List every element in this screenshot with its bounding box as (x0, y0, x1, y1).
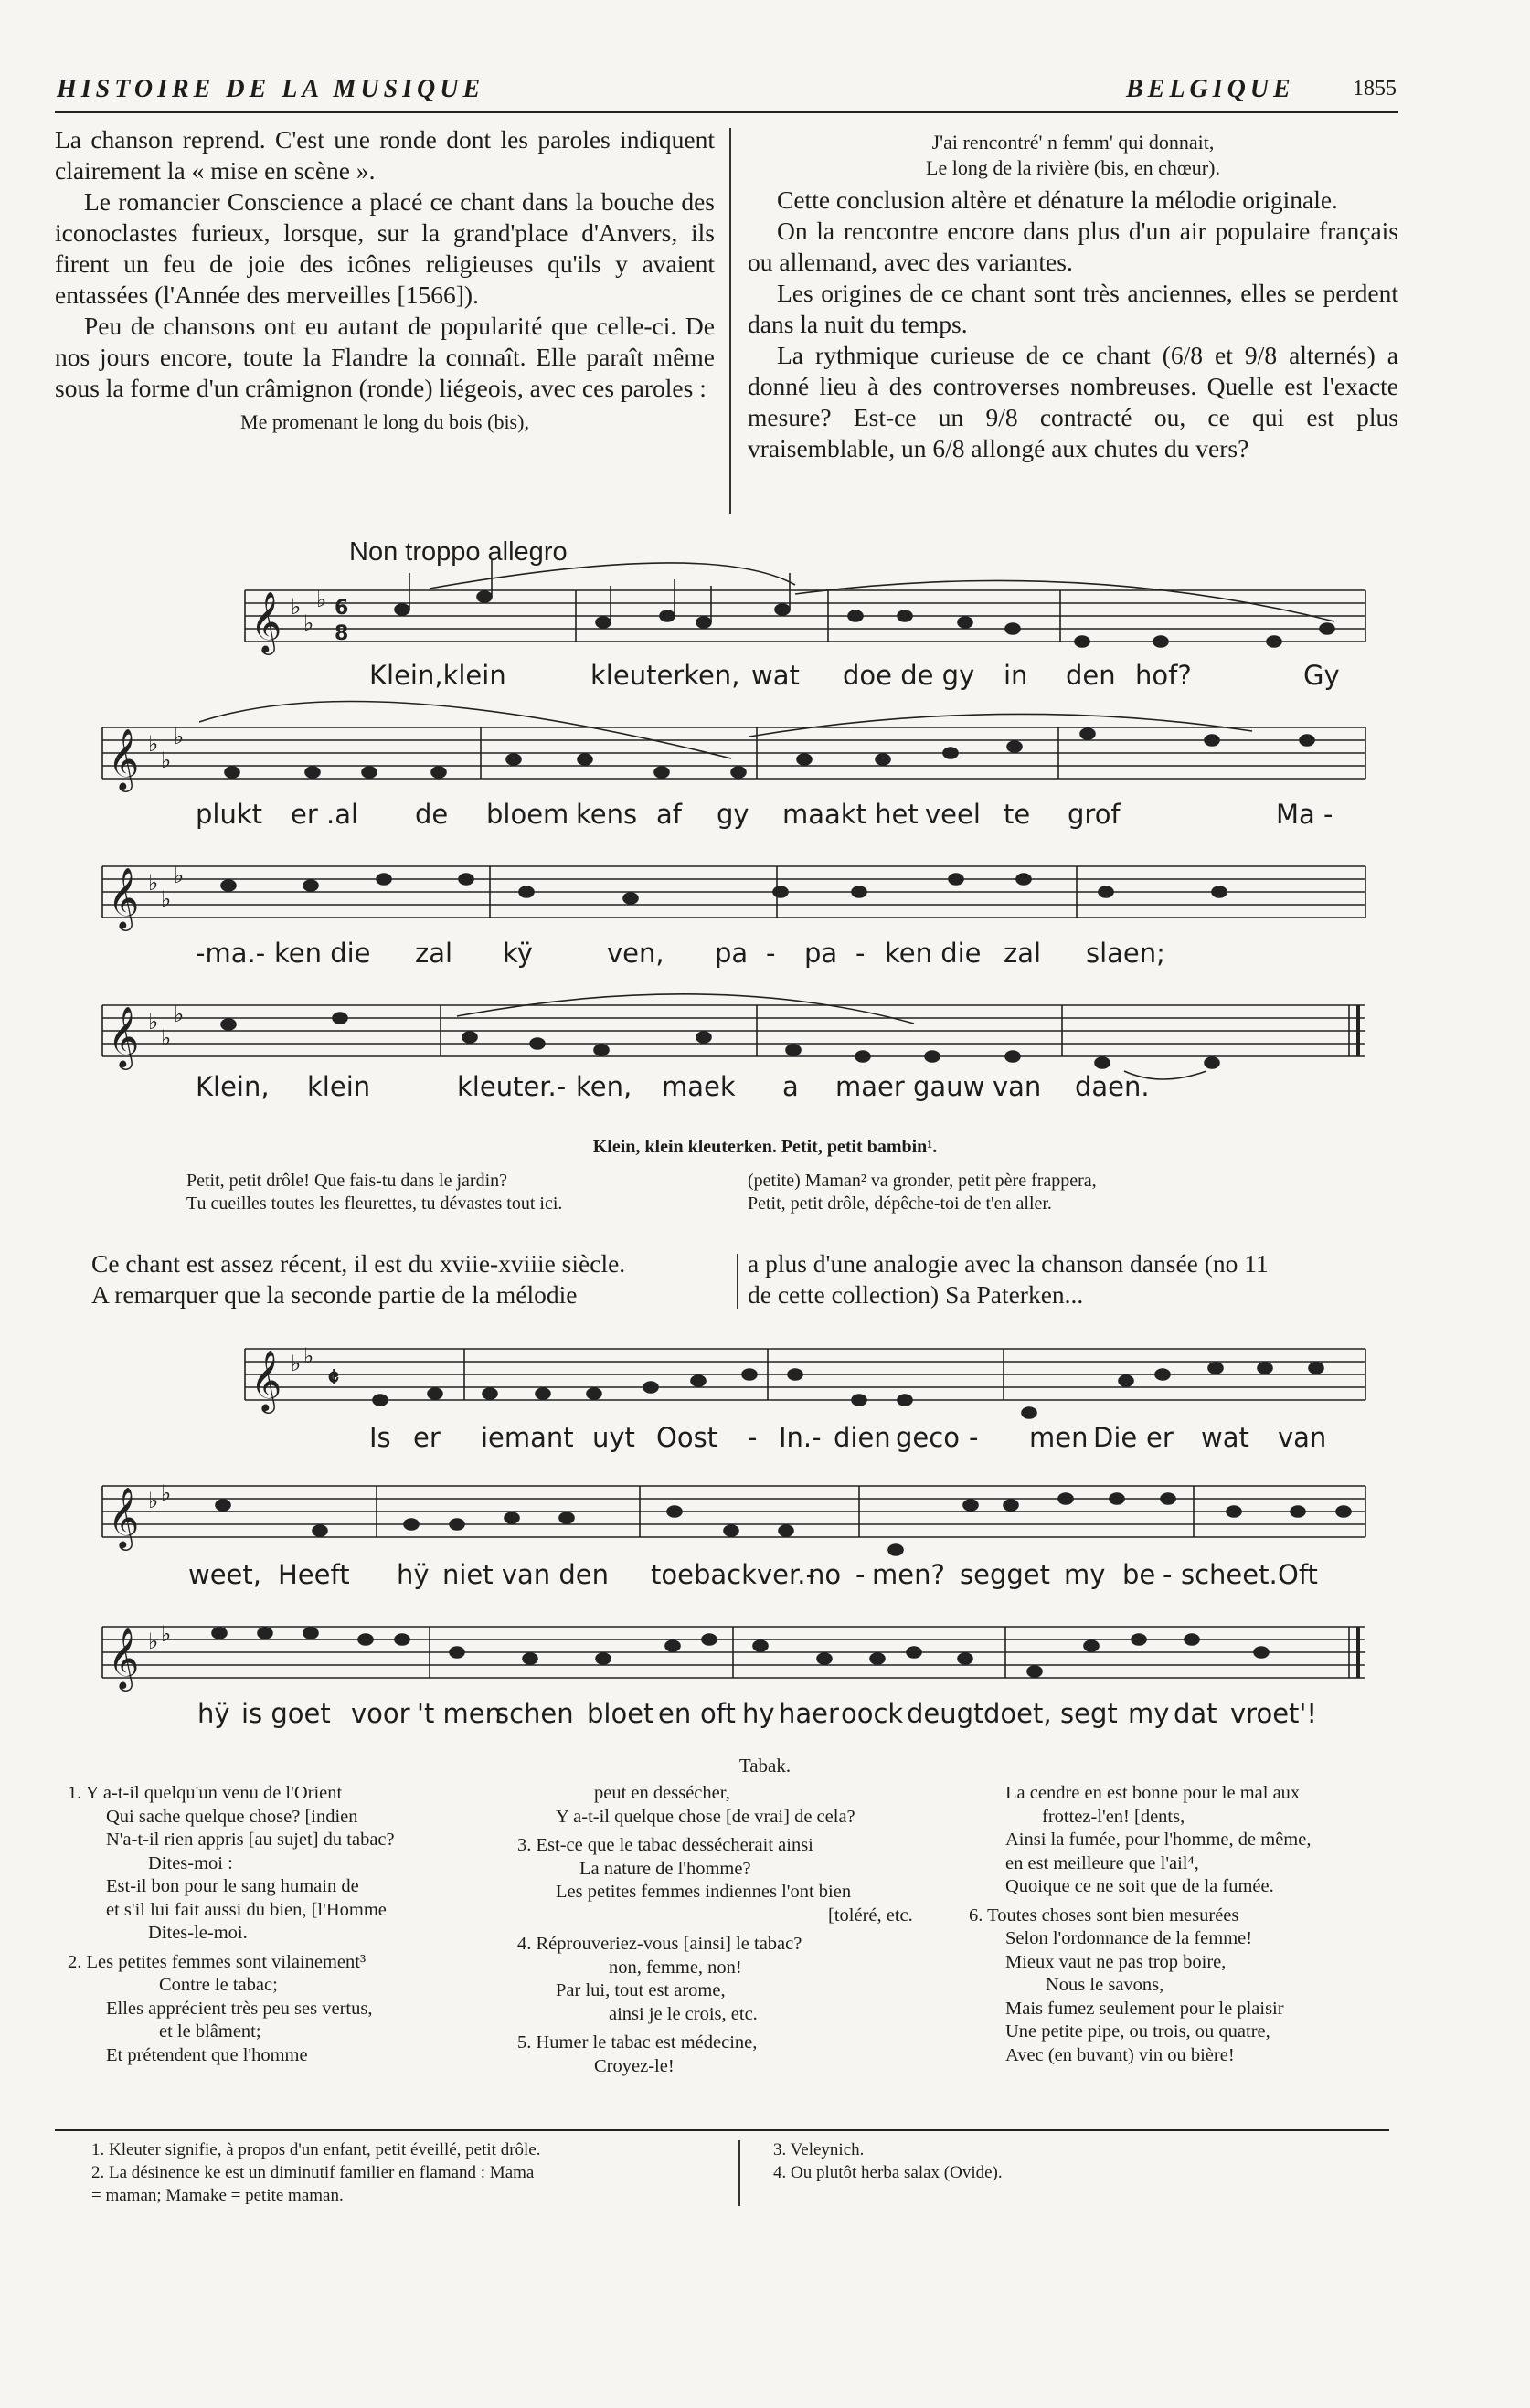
lyric: 't men (417, 1698, 503, 1729)
lyric: - (766, 938, 776, 969)
svg-text:♭: ♭ (148, 1009, 159, 1034)
lyric: toeback (651, 1559, 757, 1590)
treble-clef-icon: 𝄞 (108, 1627, 140, 1689)
text-line: de cette collection) Sa Paterken... (748, 1280, 1084, 1309)
paragraph: Peu de chansons ont eu autant de popularité que celle-ci. De nos jours encore, toute la Flandre la connaît. Elle paraît même sous la forme d'un crâmignon (ronde) liégeois, avec ces paroles : (55, 312, 715, 402)
lyric: segt (1060, 1698, 1118, 1729)
lyric: en (658, 1698, 692, 1729)
translation-line: Tu cueilles toutes les fleurettes, tu dévastes tout ici. (186, 1193, 563, 1214)
svg-text:8: 8 (335, 622, 349, 645)
poem-column-1 (68, 1782, 506, 2067)
lyric: Heeft (278, 1559, 350, 1590)
poem-column-2 (517, 1782, 974, 2078)
lyric: wat (751, 660, 800, 691)
lyric: er (413, 1422, 441, 1453)
lyric: geco (896, 1422, 960, 1453)
svg-text:♭: ♭ (161, 886, 172, 912)
svg-text:♭: ♭ (291, 1351, 302, 1376)
poem-line: et le blâment; (159, 2021, 261, 2042)
translation-line: (petite) Maman² va gronder, petit père frappera, (748, 1171, 1097, 1191)
lyric: haer (779, 1698, 839, 1729)
footnote: = maman; Mamake = petite maman. (91, 2186, 344, 2205)
lyric: veel (925, 799, 981, 830)
notes-staff-5 (373, 1363, 1323, 1418)
lyric: oft (700, 1698, 736, 1729)
lyric: gy (717, 799, 749, 830)
svg-text:♭: ♭ (174, 1002, 185, 1027)
lyric: weet, (188, 1559, 261, 1590)
lyric: my (1064, 1559, 1106, 1590)
lyric: oock (841, 1698, 904, 1729)
poem-title: Tabak. (738, 1755, 792, 1777)
tempo-marking: Non troppo allegro (349, 537, 568, 567)
poem-line: Par lui, tout est arome, (556, 1980, 726, 2000)
lyric: bloet (587, 1698, 654, 1729)
svg-text:♭: ♭ (316, 587, 327, 612)
poem-line: [toléré, etc. (828, 1904, 913, 1925)
svg-text:♭: ♭ (303, 610, 314, 636)
poem-line: Mais fumez seulement pour le plaisir (1005, 1998, 1284, 2019)
paragraph: On la rencontre encore dans plus d'un air populaire français ou allemand, avec des variantes. (748, 217, 1398, 276)
lyric: - (748, 1422, 758, 1453)
svg-text:♭: ♭ (161, 1025, 172, 1051)
treble-clef-icon: 𝄞 (108, 1005, 140, 1067)
lyric: kÿ (503, 938, 533, 969)
footnote: 1. Kleuter signifie, à propos d'un enfant, petit éveillé, petit drôle. (91, 2140, 541, 2159)
poem-line: La nature de l'homme? (579, 1858, 751, 1879)
poem-line: Quoique ce ne soit que de la fumée. (1005, 1876, 1274, 1896)
lyric: - (855, 938, 866, 969)
svg-text:♭: ♭ (148, 1628, 159, 1654)
lyric: a (782, 1071, 799, 1102)
footnote: 3. Veleynich. (773, 2140, 865, 2159)
treble-clef-icon: 𝄞 (250, 590, 282, 652)
lyric: dat (1174, 1698, 1217, 1729)
poem-line: Dites-moi : (148, 1852, 233, 1873)
poem-line: 4. Réprouveriez-vous [ainsi] le tabac? (517, 1934, 802, 1954)
poem-line: peut en dessécher, (594, 1783, 730, 1803)
lyric: bloem (486, 799, 569, 830)
lyric: vroet'! (1230, 1698, 1318, 1729)
poem-line: en est meilleure que l'ail⁴, (1005, 1852, 1199, 1873)
text-line: Ce chant est assez récent, il est du xviie-xviiie siècle. (91, 1249, 626, 1278)
lyric: hÿ (197, 1698, 230, 1729)
lyric: ken die (274, 938, 371, 969)
lyric: doe de gy (843, 660, 975, 691)
lyric: dien (834, 1422, 891, 1453)
lyric: maer gauw (835, 1071, 985, 1102)
lyric: In.- (779, 1422, 822, 1453)
poem-line: Dites-le-moi. (148, 1923, 248, 1943)
running-title: HISTOIRE DE LA MUSIQUE (57, 75, 485, 103)
footnotes-left (91, 2138, 731, 2207)
poem-line: Contre le tabac; (159, 1975, 278, 1995)
lyric: plukt (196, 799, 263, 830)
poem-line: Selon l'ordonnance de la femme! (1005, 1928, 1253, 1948)
paragraph: Cette conclusion altère et dénature la mélodie originale. (777, 186, 1338, 214)
paragraph: Les origines de ce chant sont très anciennes, elles se perdent dans la nuit du temps. (748, 279, 1398, 338)
lyric: deugt (907, 1698, 984, 1729)
svg-text:♭: ♭ (148, 1488, 159, 1513)
verse-line: J'ai rencontré' n femm' qui donnait, (931, 131, 1215, 154)
paragraph: La rythmique curieuse de ce chant (6/8 et 9/8 alternés) a donné lieu à des controverses nombreuses. Quelle est l'exacte mesure? Est-ce un 9/8 contracté ou, ce qui est plus vraisemblable, un 6/8 allongé aux chutes du vers? (748, 341, 1398, 462)
lyric: uyt (592, 1422, 635, 1453)
poem-line: Avec (en buvant) vin ou bière! (1005, 2044, 1235, 2065)
poem-column-3 (969, 1782, 1408, 2067)
lyric: ken die (885, 938, 982, 969)
footnote-rule (55, 2129, 1389, 2131)
lyric: klein (307, 1071, 371, 1102)
poem-line: 5. Humer le tabac est médecine, (517, 2032, 758, 2053)
poem-line: Mieux vaut ne pas trop boire, (1005, 1951, 1227, 1972)
svg-text:6: 6 (335, 597, 349, 620)
poem-line: Les petites femmes indiennes l'ont bien (556, 1882, 852, 1902)
lyric: ver.- (757, 1559, 815, 1590)
lyric: grof (1068, 799, 1121, 830)
lyric: kleuter.- (457, 1071, 567, 1102)
lyric: doet, (983, 1698, 1052, 1729)
column-divider (738, 2140, 740, 2206)
lyric: no (808, 1559, 842, 1590)
lyric: scheet. (1181, 1559, 1278, 1590)
lyric: van (993, 1071, 1042, 1102)
lyric: men (1029, 1422, 1089, 1453)
lyric: voor (351, 1698, 410, 1729)
lyric: zal (415, 938, 453, 969)
svg-text:♭: ♭ (161, 1480, 172, 1506)
poem-line: Ainsi la fumée, pour l'homme, de même, (1005, 1830, 1312, 1850)
poem-line: 1. Y a-t-il quelqu'un venu de l'Orient (68, 1783, 343, 1803)
lyric: slaen; (1086, 938, 1165, 969)
lyric: den (1066, 660, 1116, 691)
treble-clef-icon: 𝄞 (250, 1349, 282, 1411)
poem-line: Et prétendent que l'homme (106, 2044, 308, 2065)
svg-text:♭: ♭ (161, 748, 172, 773)
lyric: Ma - (1276, 799, 1333, 830)
lyric: hy (742, 1698, 775, 1729)
translation-title: Klein, klein kleuterken. Petit, petit bambin¹. (592, 1137, 938, 1157)
lyric: er (1146, 1422, 1174, 1453)
lyric: hof? (1135, 660, 1192, 691)
lyric: hÿ (397, 1559, 430, 1590)
lyric: Is (369, 1422, 391, 1453)
lyric: daen. (1075, 1071, 1150, 1102)
lyric: Die (1093, 1422, 1138, 1453)
treble-clef-icon: 𝄞 (108, 866, 140, 928)
lyric: - (855, 1559, 866, 1590)
footnotes-right (773, 2138, 1322, 2184)
poem-line: Qui sache quelque chose? [indien (106, 1806, 358, 1827)
svg-text:𝄵: 𝄵 (327, 1363, 340, 1395)
lyric: Oost (656, 1422, 718, 1453)
lyric: Oft (1278, 1559, 1318, 1590)
lyric: schen (495, 1698, 574, 1729)
lyric: segget (960, 1559, 1050, 1590)
poem-line: 3. Est-ce que le tabac dessécherait ainsi (517, 1835, 813, 1855)
poem-line: N'a-t-il rien appris [au sujet] du tabac? (106, 1830, 395, 1850)
lyric: kens (576, 799, 638, 830)
svg-text:♭: ♭ (291, 594, 302, 620)
lyric: pa (804, 938, 838, 969)
lyric: de (415, 799, 449, 830)
footnote: 4. Ou plutôt herba salax (Ovide). (773, 2163, 1003, 2182)
section-title: BELGIQUE (1126, 75, 1295, 103)
footnote: 2. La désinence ke est un diminutif familier en flamand : Mama (91, 2163, 535, 2182)
treble-clef-icon: 𝄞 (108, 727, 140, 790)
svg-text:♭: ♭ (303, 1343, 314, 1369)
lyric: Klein,klein (369, 660, 506, 691)
poem-line: frottez-l'en! [dents, (1042, 1806, 1185, 1827)
translation-line: Petit, petit drôle! Que fais-tu dans le jardin? (186, 1171, 508, 1191)
translation-line: Petit, petit drôle, dépêche-toi de t'en aller. (748, 1193, 1052, 1214)
poem-line: Croyez-le! (594, 2055, 675, 2076)
lyric: - (969, 1422, 979, 1453)
page-number: 1855 (1353, 77, 1397, 101)
poem-line: Une petite pipe, ou trois, ou quatre, (1005, 2021, 1270, 2042)
lyric: Gy (1303, 660, 1340, 691)
lyric: wat (1201, 1422, 1249, 1453)
poem-line: et s'il lui fait aussi du bien, [l'Homme (106, 1899, 387, 1920)
svg-text:♭: ♭ (174, 863, 185, 888)
poem-line: Est-il bon pour le sang humain de (106, 1876, 359, 1896)
lyric: er .al (291, 799, 359, 830)
treble-clef-icon: 𝄞 (108, 1486, 140, 1548)
lyric: in (1004, 660, 1028, 691)
staff-5 (245, 1349, 1365, 1400)
svg-text:♭: ♭ (148, 870, 159, 896)
lyric: pa (715, 938, 749, 969)
poem-line: 6. Toutes choses sont bien mesurées (969, 1904, 1239, 1925)
lyric: my (1128, 1698, 1170, 1729)
lyric: maakt het (782, 799, 919, 830)
poem-line: 2. Les petites femmes sont vilainement³ (68, 1951, 367, 1972)
svg-text:♭: ♭ (161, 1621, 172, 1647)
lyric: - (1163, 1559, 1173, 1590)
poem-line: non, femme, non! (609, 1957, 742, 1978)
lyric: men? (872, 1559, 945, 1590)
lyric: ken, (576, 1071, 632, 1102)
poem-line: Elles apprécient très peu ses vertus, (106, 1998, 373, 2019)
svg-text:♭: ♭ (148, 731, 159, 757)
lyric: ven, (607, 938, 664, 969)
lyric: be (1122, 1559, 1156, 1590)
lyric: iemant (481, 1422, 574, 1453)
verse-line: Le long de la rivière (bis, en chœur). (926, 156, 1220, 179)
lyric: van (1278, 1422, 1327, 1453)
text-line: a plus d'une analogie avec la chanson dansée (no 11 (748, 1249, 1269, 1278)
lyric: af (656, 799, 682, 830)
poem-line: ainsi je le crois, etc. (609, 2003, 758, 2024)
staff-7 (102, 1627, 1365, 1678)
poem-line: Y a-t-il quelque chose [de vrai] de cela? (556, 1806, 855, 1827)
poem-line: Nous le savons, (1046, 1975, 1164, 1995)
paragraph: La chanson reprend. C'est une ronde dont les paroles indiquent clairement la « mise en scène ». (55, 125, 715, 185)
lyric: te (1004, 799, 1031, 830)
lyric: kleuterken, (590, 660, 740, 691)
lyric: zal (1004, 938, 1042, 969)
lyric: niet van den (442, 1559, 610, 1590)
verse-line: Me promenant le long du bois (bis), (240, 410, 529, 433)
lyric: maek (662, 1071, 736, 1102)
lyric: Klein, (196, 1071, 270, 1102)
svg-text:♭: ♭ (174, 724, 185, 749)
paragraph: Le romancier Conscience a placé ce chant dans la bouche des iconoclastes furieux, lorsque, sur la grand'place d'Anvers, ils firent un feu de joie des icônes religieuses qu'ils y avaient entassées (l'Année des merveilles [1566]). (55, 187, 715, 309)
poem-line: La cendre en est bonne pour le mal aux (1005, 1783, 1301, 1803)
text-line: A remarquer que la seconde partie de la mélodie (91, 1280, 578, 1309)
lyric: is goet (241, 1698, 331, 1729)
lyric: -ma.- (196, 938, 266, 969)
